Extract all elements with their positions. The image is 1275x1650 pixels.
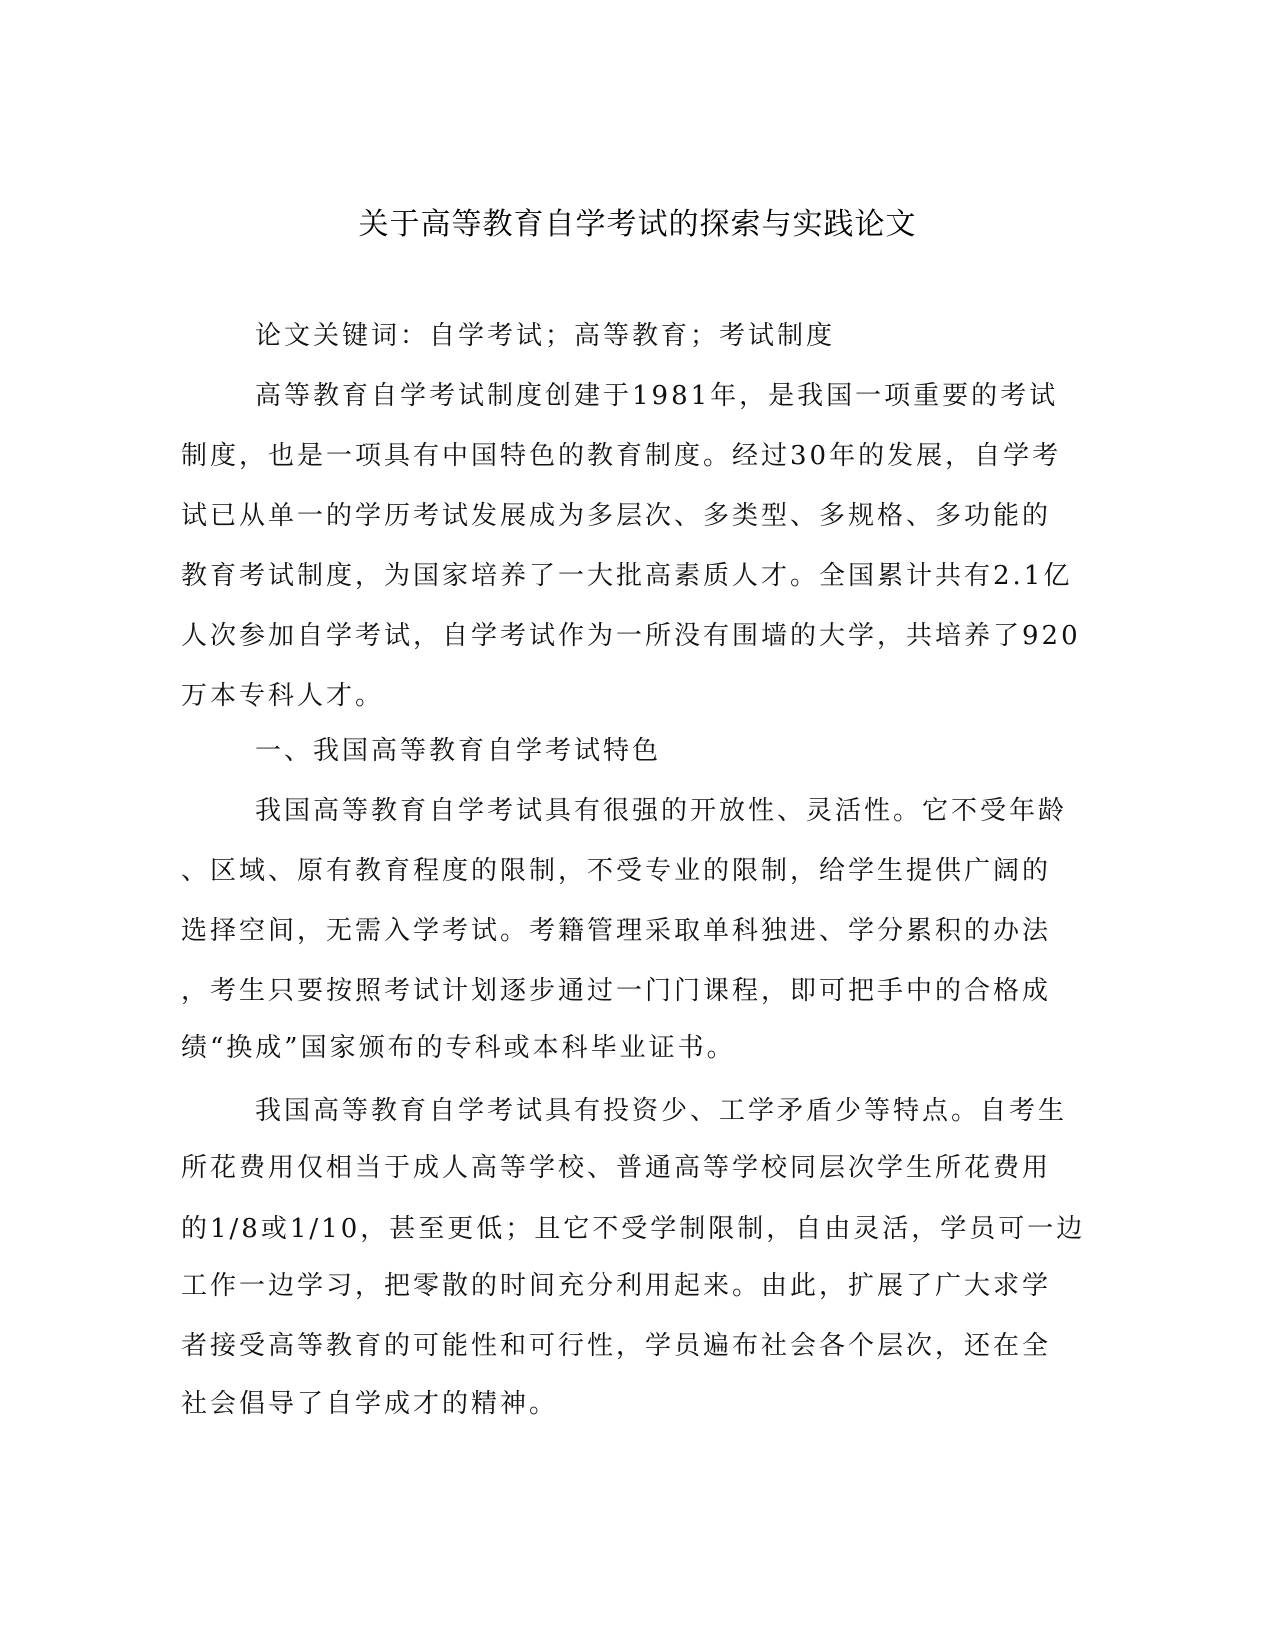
- paragraph-line: 我国高等教育自学考试具有很强的开放性、灵活性。它不受年龄: [255, 796, 1068, 826]
- document-body: [181, 305, 1086, 1425]
- paragraph-line: 社会倡导了自学成才的精神。: [181, 1389, 559, 1419]
- paragraph-line: 、区域、原有教育程度的限制，不受专业的限制，给学生提供广阔的: [181, 856, 1052, 886]
- keywords-line: 论文关键词：自学考试；高等教育；考试制度: [255, 321, 836, 351]
- paragraph-line: 工作一边学习，把零散的时间充分利用起来。由此，扩展了广大求学: [181, 1271, 1052, 1301]
- paragraph-line: 人次参加自学考试，自学考试作为一所没有围墙的大学，共培养了920: [181, 621, 1081, 651]
- section-heading: 一、我国高等教育自学考试特色: [255, 736, 662, 766]
- paragraph-line: ，考生只要按照考试计划逐步通过一门门课程，即可把手中的合格成: [181, 976, 1052, 1006]
- paragraph-line: 万本专科人才。: [181, 681, 385, 711]
- paragraph-line: 所花费用仅相当于成人高等学校、普通高等学校同层次学生所花费用: [181, 1153, 1052, 1183]
- paragraph-line: 我国高等教育自学考试具有投资少、工学矛盾少等特点。自考生: [255, 1096, 1068, 1126]
- paragraph-line: 选择空间，无需入学考试。考籍管理采取单科独进、学分累积的办法: [181, 916, 1052, 946]
- paragraph-line: 教育考试制度，为国家培养了一大批高素质人才。全国累计共有2.1亿: [181, 561, 1073, 591]
- document-title: 关于高等教育自学考试的探索与实践论文: [358, 207, 917, 242]
- paragraph-line: 者接受高等教育的可能性和可行性，学员遍布社会各个层次，还在全: [181, 1331, 1052, 1361]
- paragraph-line: 制度，也是一项具有中国特色的教育制度。经过30年的发展，自学考: [181, 441, 1062, 471]
- paragraph-line: 试已从单一的学历考试发展成为多层次、多类型、多规格、多功能的: [181, 501, 1052, 531]
- paragraph-line: 绩“换成”国家颁布的专科或本科毕业证书。: [181, 1033, 736, 1063]
- paragraph-line: 高等教育自学考试制度创建于1981年，是我国一项重要的考试: [255, 381, 1059, 411]
- paragraph-line: 的1/8或1/10，甚至更低；且它不受学制限制，自由灵活，学员可一边: [181, 1214, 1086, 1244]
